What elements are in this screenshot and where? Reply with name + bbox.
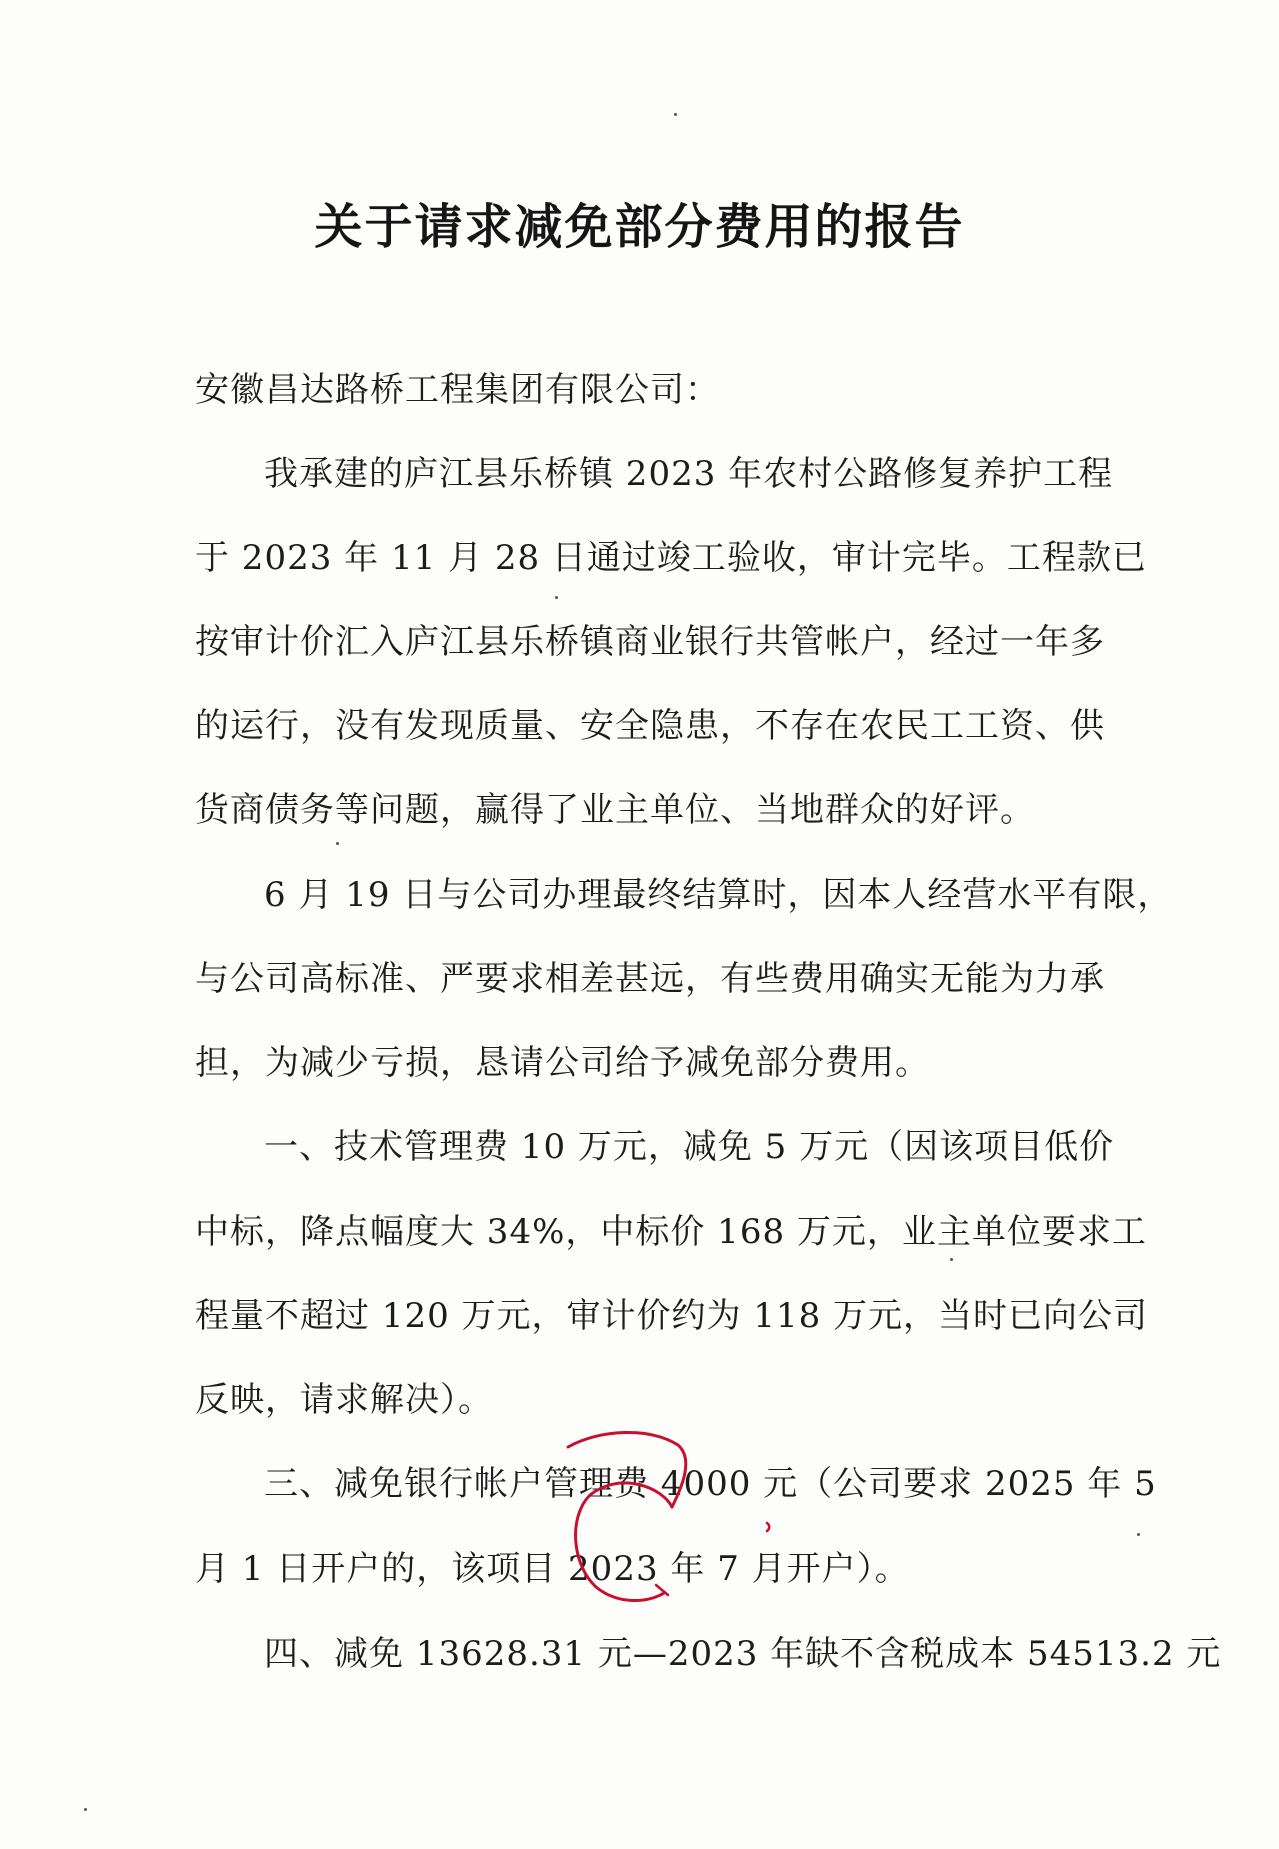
- paragraph-line: 与公司高标准、严要求相差甚远，有些费用确实无能为力承: [195, 959, 1105, 999]
- scan-speck: [336, 842, 339, 845]
- paragraph-line: 月 1 日开户的，该项目 2023 年 7 月开户）。: [195, 1549, 910, 1589]
- paragraph-line: 于 2023 年 11 月 28 日通过竣工验收，审计完毕。工程款已: [195, 538, 1147, 578]
- paragraph-line: 程量不超过 120 万元，审计价约为 118 万元，当时已向公司: [195, 1296, 1149, 1336]
- scan-speck: [674, 113, 677, 116]
- paragraph-line: 6 月 19 日与公司办理最终结算时，因本人经营水平有限，: [264, 875, 1173, 915]
- page-title: 关于请求减免部分费用的报告: [314, 199, 965, 255]
- paragraph-line: 反映，请求解决）。: [195, 1380, 493, 1420]
- paragraph-line: 担，为减少亏损，恳请公司给予减免部分费用。: [195, 1043, 930, 1083]
- scan-speck: [950, 1258, 953, 1261]
- paragraph-line: 的运行，没有发现质量、安全隐患，不存在农民工工资、供: [195, 706, 1105, 746]
- item-three-line: 三、减免银行帐户管理费 4000 元（公司要求 2025 年 5: [264, 1464, 1157, 1504]
- addressee-line: 安徽昌达路桥工程集团有限公司：: [195, 370, 720, 410]
- scan-speck: [84, 1808, 87, 1811]
- item-four-line: 四、减免 13628.31 元—2023 年缺不含税成本 54513.2 元: [264, 1634, 1222, 1674]
- paragraph-line: 我承建的庐江县乐桥镇 2023 年农村公路修复养护工程: [264, 454, 1114, 494]
- item-one-line: 一、技术管理费 10 万元，减免 5 万元（因该项目低价: [264, 1127, 1115, 1167]
- paragraph-line: 货商债务等问题，赢得了业主单位、当地群众的好评。: [195, 790, 1035, 830]
- paragraph-line: 按审计价汇入庐江县乐桥镇商业银行共管帐户，经过一年多: [195, 622, 1105, 662]
- paragraph-line: 中标，降点幅度大 34%，中标价 168 万元，业主单位要求工: [195, 1212, 1147, 1252]
- scan-speck: [1137, 1533, 1140, 1536]
- scan-speck: [555, 596, 558, 599]
